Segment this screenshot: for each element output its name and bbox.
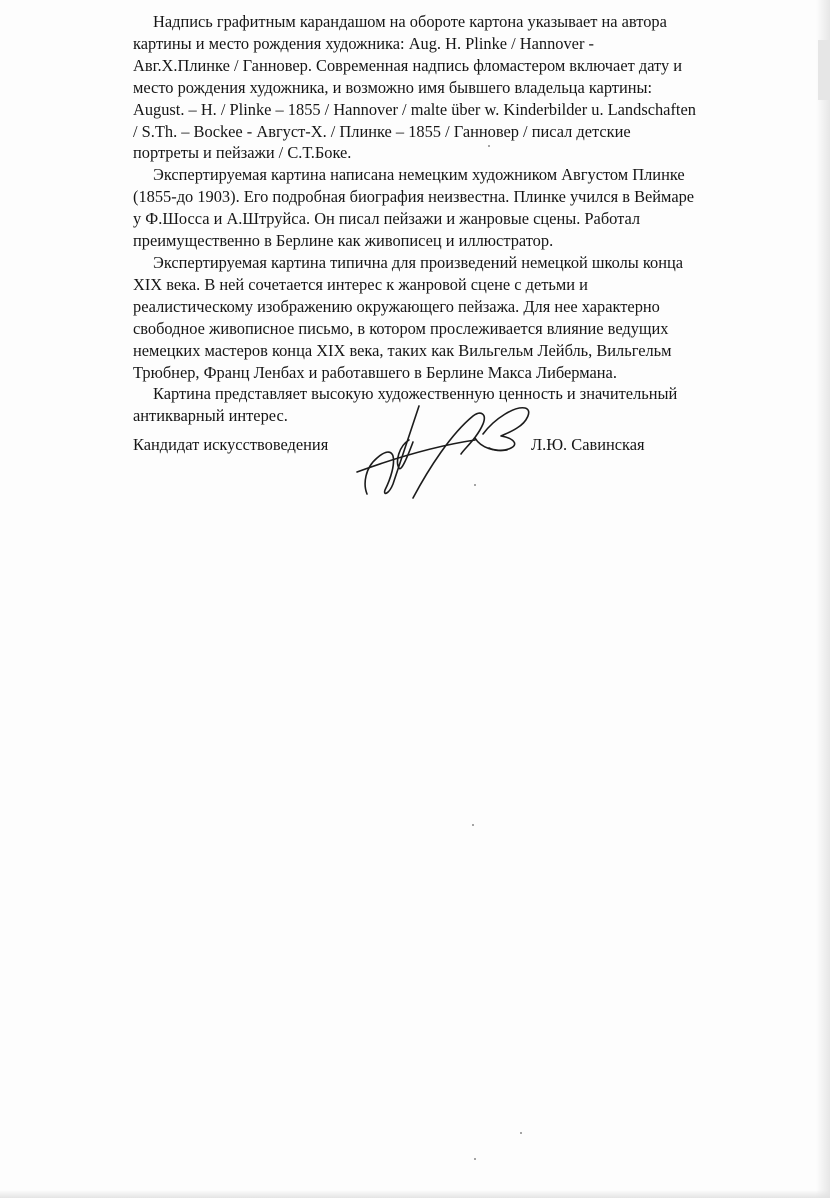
text-line: у Ф.Шосса и А.Штруйса. Он писал пейзажи и жанровые сцены. Работал	[133, 209, 641, 229]
signatory-name: Л.Ю. Савинская	[531, 435, 645, 454]
paragraph-artist	[133, 164, 783, 252]
signature-stroke-f	[475, 438, 507, 451]
text-line: антикварный интерес.	[133, 406, 288, 426]
text-line: свободное живописное письмо, в котором прослеживается влияние ведущих	[133, 318, 669, 338]
scan-edge-bottom	[0, 1190, 830, 1198]
text-line: August. – H. / Plinke – 1855 / Hannover / malte über w. Kinderbilder u. Landschaften	[133, 99, 696, 119]
paragraph-inscription	[133, 11, 783, 164]
text-line: реалистическому изображению окружающего пейзажа. Для нее характерно	[133, 296, 660, 316]
text-line: преимущественно в Берлине как живописец и иллюстратор.	[133, 231, 554, 251]
text-line: немецких мастеров конца XIX века, таких как Вильгельм Лейбль, Вильгельм	[133, 340, 672, 360]
signature-stroke-e	[483, 408, 529, 451]
scan-speck	[520, 1132, 522, 1134]
text-line: XIX века. В ней сочетается интерес к жанровой сцене с детьми и	[133, 274, 588, 294]
text-line: Надпись графитным карандашом на обороте картона указывает на автора	[153, 12, 667, 31]
text-line: (1855-до 1903). Его подробная биография неизвестна. Плинке учился в Веймаре	[133, 187, 695, 207]
signature-stroke-c	[357, 440, 475, 472]
text-line: Экспертируемая картина типична для произведений немецкой школы конца	[153, 252, 684, 272]
scan-speck	[488, 145, 490, 147]
handwritten-signature	[355, 398, 545, 508]
signature-stroke-a	[365, 406, 419, 494]
scan-speck	[474, 1158, 476, 1160]
scan-edge-mark	[818, 40, 830, 100]
text-line: Картина представляет высокую художественную ценность и значительный	[153, 384, 678, 404]
paragraph-school	[133, 252, 783, 383]
text-line: портреты и пейзажи / С.Т.Боке.	[133, 143, 352, 163]
scan-speck	[474, 484, 476, 486]
scan-edge-right	[816, 0, 830, 1198]
text-line: Авг.Х.Плинке / Ганновер. Современная надпись фломастером включает дату и	[133, 55, 683, 75]
signatory-title: Кандидат искусствоведения	[133, 435, 329, 454]
document-body	[133, 11, 783, 427]
text-line: Трюбнер, Франц Ленбах и работавшего в Берлине Макса Либермана.	[133, 362, 617, 382]
text-line: место рождения художника, и возможно имя бывшего владельца картины:	[133, 77, 653, 97]
scan-speck	[472, 824, 474, 826]
text-line: картины и место рождения художника: Aug. H. Plinke / Hannover -	[133, 33, 594, 53]
text-line: Экспертируемая картина написана немецким художником Августом Плинке	[153, 165, 685, 185]
text-line: / S.Th. – Bockee - Август-Х. / Плинке – 1855 / Ганновер / писал детские	[133, 121, 631, 141]
